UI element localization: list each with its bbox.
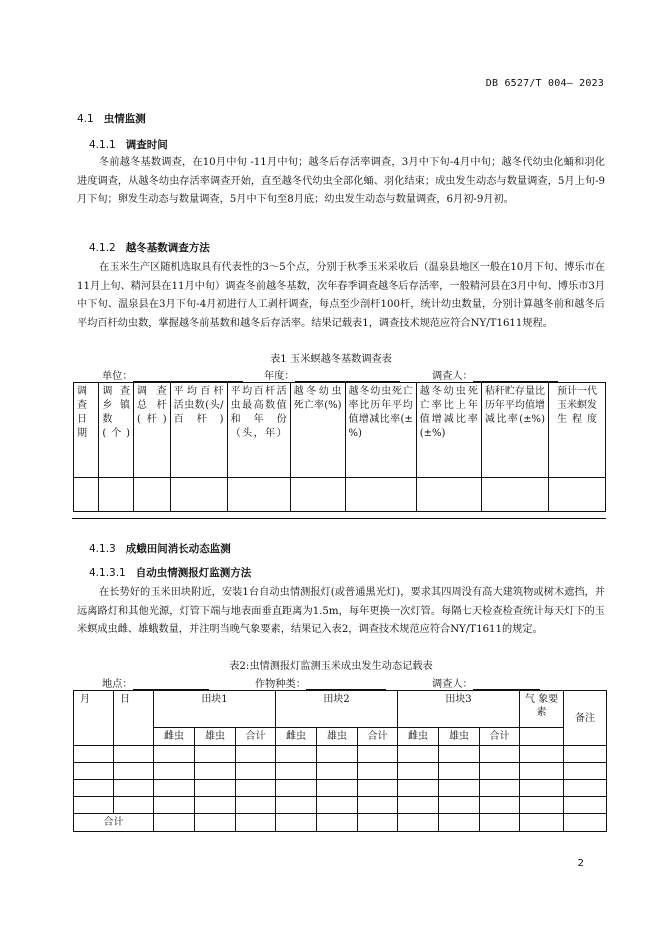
table2-cell[interactable]	[236, 814, 276, 832]
table1-meta-year	[264, 367, 400, 382]
th-plot-2: 田块2	[276, 691, 398, 728]
table2-row	[74, 763, 607, 780]
table2-cell[interactable]	[480, 797, 520, 814]
investigator-label: 调查人：	[432, 679, 473, 690]
table2-caption: 表2:虫情测报灯监测玉米成虫发生动态记载表	[229, 661, 433, 672]
table2-row	[74, 746, 607, 763]
th-straw-storage: 秸秆贮存量比历年平均值增减比率(±%)	[481, 383, 548, 478]
table2-cell[interactable]	[195, 763, 236, 780]
table2-cell[interactable]	[276, 780, 317, 797]
table2-cell[interactable]	[439, 746, 480, 763]
year-blank	[295, 369, 400, 382]
table2-cell[interactable]	[520, 746, 564, 763]
table2-cell[interactable]	[317, 746, 358, 763]
table1-cell[interactable]	[134, 478, 171, 512]
table2-row	[74, 797, 607, 814]
section-title: 越冬基数调查方法	[125, 242, 210, 254]
table2-cell[interactable]	[317, 797, 358, 814]
table1-meta-unit	[102, 367, 243, 382]
table1-meta-investigator	[432, 367, 558, 382]
section-number: 4.1.3.1	[89, 567, 126, 579]
table2-cell[interactable]	[154, 763, 195, 780]
table1-cell[interactable]	[548, 478, 605, 512]
paragraph-survey-time: 冬前越冬基数调查，在10月中旬 -11月中旬；越冬后存活率调查，3月中下旬-4月中旬；越冬代幼虫化蛹和羽化进度调查，从越冬幼虫存活率调查开始，直至越冬代幼虫全部化蛹、羽化结束；成虫发生动态与数量调查，5月上旬-9月下旬；卵发生动态与数量调查，5月中下旬至8月底；幼虫发生动态与数量调查，6月初-9月初。	[77, 157, 605, 205]
table1-header-row	[74, 383, 606, 478]
table2-light-trap	[73, 690, 607, 832]
investigator-label: 调查人：	[432, 371, 473, 382]
table2-cell[interactable]	[398, 797, 439, 814]
section-title: 自动虫情测报灯监测方法	[135, 567, 252, 579]
th-day: 日	[114, 691, 154, 746]
table2-cell[interactable]	[398, 780, 439, 797]
crop-label: 作物种类：	[255, 679, 306, 690]
table2-cell[interactable]	[114, 780, 154, 797]
table2-cell[interactable]	[564, 780, 607, 797]
table2-cell[interactable]	[480, 780, 520, 797]
table2-cell[interactable]	[520, 814, 564, 832]
location-blank	[133, 677, 209, 690]
table2-cell[interactable]	[74, 780, 114, 797]
table2-cell[interactable]	[358, 763, 398, 780]
section-4-1-2-heading	[89, 240, 210, 255]
page-number: 2	[577, 858, 584, 869]
table2-cell[interactable]	[439, 780, 480, 797]
th-total-stalks: 调查总杆(杆)	[134, 383, 171, 478]
th-predicted-severity: 预计一代玉米螟发生程度	[548, 383, 605, 478]
table2-cell[interactable]	[564, 797, 607, 814]
table2-cell[interactable]	[276, 746, 317, 763]
location-label: 地点：	[102, 679, 133, 690]
th-female: 雌虫	[398, 728, 439, 746]
table2-cell[interactable]	[236, 780, 276, 797]
table2-cell[interactable]	[114, 763, 154, 780]
th-remark: 备注	[564, 691, 607, 746]
table2-cell[interactable]	[317, 780, 358, 797]
th-subtotal: 合计	[358, 728, 398, 746]
table2-cell[interactable]	[317, 814, 358, 832]
table2-cell[interactable]	[114, 746, 154, 763]
th-weather-sub	[520, 728, 564, 746]
table2-cell[interactable]	[154, 780, 195, 797]
paragraph-light-trap-method: 在长势好的玉米田块附近，安装1台自动虫情测报灯(或普通黑光灯)，要求其四周没有高大建筑物或树木遮挡，并远离路灯和其他光源，灯管下端与地表面垂直距离为1.5m，每年更换一次灯管。每隔七天检查检查统计每天灯下的玉米螟成虫雌、雄蛾数量，并注明当晚气象要素，结果记入表2，调查技术规范应符合NY/T1611的规定。	[77, 587, 605, 635]
year-label: 年度：	[264, 371, 295, 382]
section-number: 4.1.2	[89, 242, 116, 254]
table1-cell[interactable]	[227, 478, 290, 512]
investigator-blank	[473, 677, 540, 690]
table2-cell[interactable]	[154, 797, 195, 814]
table2-cell[interactable]	[564, 763, 607, 780]
table2-cell[interactable]	[317, 763, 358, 780]
th-mortality-vs-last-year: 越冬幼虫死亡率比上年值增减比率(±%)	[416, 383, 481, 478]
table2-cell[interactable]	[154, 746, 195, 763]
section-divider	[72, 518, 606, 519]
table1-cell[interactable]	[99, 478, 134, 512]
investigator-blank	[473, 369, 558, 382]
table2-cell[interactable]	[520, 780, 564, 797]
table2-header-row	[74, 691, 607, 728]
th-mortality-rate: 越冬幼虫死亡率(%)	[290, 383, 345, 478]
unit-label: 单位：	[102, 371, 133, 382]
paragraph-overwinter-method: 在玉米生产区随机选取具有代表性的3～5个点，分别于秋季玉米采收后（温泉县地区一般在10月下旬、博乐市在11月上旬、精河县在11月中旬）调查冬前越冬基数，次年春季调查越冬后存活率，一般精河县在3月中旬、博乐市3月中下旬、温泉县在3月下旬-4月初进行人工剥杆调查，每点至少剖杆100杆，统计幼虫数量，分别计算越冬前和越冬后平均百杆幼虫数，掌握越冬前基数和越冬后存活率。结果记载表1，调查技术规范应符合NY/T1611规程。	[77, 262, 605, 329]
th-survey-date: 调查日期	[74, 383, 99, 478]
table2-cell[interactable]	[398, 763, 439, 780]
table2-subheader-row	[74, 728, 607, 746]
th-subtotal: 合计	[480, 728, 520, 746]
table2-meta-location	[102, 675, 209, 690]
section-number: 4.1	[77, 113, 94, 125]
th-weather: 气 象要素	[520, 691, 564, 728]
table1-cell[interactable]	[170, 478, 227, 512]
table1-cell[interactable]	[74, 478, 99, 512]
table2-cell[interactable]	[439, 763, 480, 780]
table2-meta-crop	[255, 675, 386, 690]
table2-cell[interactable]	[74, 746, 114, 763]
table2-meta-investigator	[432, 675, 540, 690]
th-township-count: 调查乡镇数(个)	[99, 383, 134, 478]
table1-caption: 表1 玉米螟越冬基数调查表	[270, 354, 392, 365]
crop-blank	[306, 677, 386, 690]
th-male: 雄虫	[317, 728, 358, 746]
th-female: 雌虫	[276, 728, 317, 746]
table2-cell[interactable]	[195, 746, 236, 763]
section-4-1-heading	[77, 111, 146, 126]
th-mortality-vs-history: 越冬幼虫死亡率比历年平均值增减比率(±%)	[345, 383, 416, 478]
standard-code: DB 6527/T 004— 2023	[485, 78, 604, 89]
table2-cell[interactable]	[276, 797, 317, 814]
table2-cell[interactable]	[74, 763, 114, 780]
table2-cell[interactable]	[480, 814, 520, 832]
th-avg-live-larvae: 平均百杆活虫数(头/百杆)	[170, 383, 227, 478]
table1-data-row	[74, 478, 606, 512]
unit-blank	[133, 369, 243, 382]
table2-cell[interactable]	[439, 797, 480, 814]
table2-cell[interactable]	[480, 746, 520, 763]
th-plot-3: 田块3	[398, 691, 520, 728]
table1-overwinter	[73, 382, 606, 512]
total-label: 合计	[74, 814, 154, 832]
table2-cell[interactable]	[564, 814, 607, 832]
table2-cell[interactable]	[236, 746, 276, 763]
table2-cell[interactable]	[276, 763, 317, 780]
th-max-live-larvae: 平均百杆活虫最高数值和年份（头，年）	[227, 383, 290, 478]
table2-cell[interactable]	[398, 814, 439, 832]
table2-cell[interactable]	[564, 746, 607, 763]
th-subtotal: 合计	[236, 728, 276, 746]
table2-cell[interactable]	[236, 763, 276, 780]
table2-cell[interactable]	[358, 746, 398, 763]
section-title: 调查时间	[125, 139, 168, 151]
th-plot-1: 田块1	[154, 691, 276, 728]
table2-cell[interactable]	[358, 814, 398, 832]
table2-cell[interactable]	[74, 797, 114, 814]
table2-cell[interactable]	[398, 746, 439, 763]
section-number: 4.1.3	[89, 543, 116, 555]
table2-cell[interactable]	[520, 797, 564, 814]
section-title: 虫情监测	[103, 113, 146, 125]
table2-cell[interactable]	[195, 780, 236, 797]
table1-cell[interactable]	[290, 478, 345, 512]
table1-cell[interactable]	[345, 478, 416, 512]
table1-cell[interactable]	[481, 478, 548, 512]
th-month: 月	[74, 691, 114, 746]
section-4-1-3-1-heading	[89, 565, 251, 580]
table2-row	[74, 780, 607, 797]
section-4-1-3-heading	[89, 541, 231, 556]
table2-cell[interactable]	[114, 797, 154, 814]
th-female: 雌虫	[154, 728, 195, 746]
table2-cell[interactable]	[520, 763, 564, 780]
table2-cell[interactable]	[358, 797, 398, 814]
table2-cell[interactable]	[358, 780, 398, 797]
table2-cell[interactable]	[480, 763, 520, 780]
table2-cell[interactable]	[439, 814, 480, 832]
table2-cell[interactable]	[154, 814, 195, 832]
section-number: 4.1.1	[89, 139, 116, 151]
table2-total-row	[74, 814, 607, 832]
th-male: 雄虫	[439, 728, 480, 746]
table2-cell[interactable]	[236, 797, 276, 814]
section-title: 成蛾田间消长动态监测	[125, 543, 231, 555]
table2-cell[interactable]	[195, 797, 236, 814]
table2-cell[interactable]	[276, 814, 317, 832]
table1-cell[interactable]	[416, 478, 481, 512]
section-4-1-1-heading	[89, 137, 168, 152]
th-male: 雄虫	[195, 728, 236, 746]
table2-cell[interactable]	[195, 814, 236, 832]
